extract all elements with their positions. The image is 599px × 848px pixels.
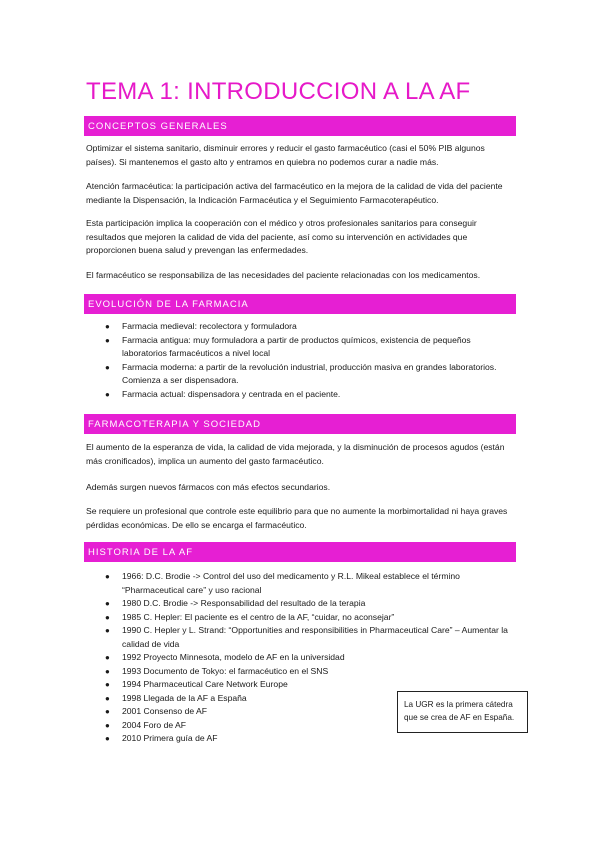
list-item: ● Farmacia moderna: a partir de la revolución industrial, producción masiva en grandes laboratorios. Comienza a ser dispensadora. bbox=[105, 361, 497, 385]
list-item: ● 1994 Pharmaceutical Care Network Europe bbox=[86, 678, 516, 692]
paragraph: El aumento de la esperanza de vida, la calidad de vida mejorada, y la disminución de procesos agudos (están más cronificados), implica un aumento del gasto farmacéutico. bbox=[86, 442, 505, 466]
bullet-icon: ● bbox=[105, 572, 110, 581]
section-heading-historia: HISTORIA DE LA AF bbox=[84, 542, 516, 562]
list-item: ● 1998 Llegada de la AF a España bbox=[86, 692, 516, 706]
bullet-icon: ● bbox=[105, 734, 110, 743]
bullet-icon: ● bbox=[105, 666, 110, 676]
paragraph: El farmacéutico se responsabiliza de las necesidades del paciente relacionadas con los medicamentos. bbox=[86, 270, 481, 280]
list-item: ● 2010 Primera guía de AF bbox=[86, 732, 516, 746]
page-title: TEMA 1: INTRODUCCION A LA AF bbox=[86, 78, 471, 105]
bullet-icon: ● bbox=[105, 680, 110, 689]
note-line: que se crea de AF en España. bbox=[404, 713, 515, 722]
section-heading-evolucion: EVOLUCIÓN DE LA FARMACIA bbox=[84, 294, 516, 314]
list-item: ● 1990 C. Hepler y L. Strand: “Opportunities and responsibilities in Pharmaceutical Care” – Aumentar la calidad de vida bbox=[105, 625, 508, 649]
evolucion-list bbox=[86, 320, 516, 401]
paragraph: Esta participación implica la cooperación con el médico y otros profesionales sanitarios para conseguir resultados que mejoren la calidad de vida del paciente, así como su intervención en actividades que proporcionen buena salud y prevengan las enfermedades. bbox=[86, 218, 477, 255]
paragraph: Además surgen nuevos fármacos con más efectos secundarios. bbox=[86, 482, 331, 492]
section-heading-conceptos: CONCEPTOS GENERALES bbox=[84, 116, 516, 136]
list-item: ● 1966: D.C. Brodie -> Control del uso del medicamento y R.L. Mikeal establece el término “Pharmaceutical care” y uso racional bbox=[105, 571, 460, 595]
bullet-icon: ● bbox=[105, 707, 110, 716]
paragraph: Se requiere un profesional que controle este equilibrio para que no aumente la morbimortalidad ni haya graves pérdidas económicas. De ello se encarga el farmacéutico. bbox=[86, 506, 508, 530]
bullet-icon: ● bbox=[105, 389, 110, 399]
bullet-icon: ● bbox=[105, 322, 110, 331]
bullet-icon: ● bbox=[105, 653, 110, 662]
list-item: ● 1980 D.C. Brodie -> Responsabilidad del resultado de la terapia bbox=[86, 597, 516, 611]
bullet-icon: ● bbox=[105, 720, 110, 730]
bullet-icon: ● bbox=[105, 612, 110, 622]
paragraph: Optimizar el sistema sanitario, disminuir errores y reducir el gasto farmacéutico (casi el 50% PIB algunos países). Si mantenemos el gasto alto y entramos en quiebra no podemos curar a nadie más. bbox=[86, 143, 485, 167]
section-heading-farmacoterapia: FARMACOTERAPIA Y SOCIEDAD bbox=[84, 414, 516, 434]
list-item: ● 2001 Consenso de AF bbox=[86, 705, 516, 719]
bullet-icon: ● bbox=[105, 626, 110, 635]
list-item: ● Farmacia actual: dispensadora y centrada en el paciente. bbox=[86, 388, 516, 402]
note-box bbox=[397, 691, 528, 733]
list-item: ● Farmacia antigua: muy formuladora a partir de productos químicos, existencia de pequeños laboratorios farmacéuticos a nivel local bbox=[105, 334, 471, 358]
note-line: La UGR es la primera cátedra bbox=[404, 700, 513, 709]
bullet-icon: ● bbox=[105, 599, 110, 608]
paragraph: Atención farmacéutica: la participación activa del farmacéutico en la mejora de la calidad de vida del paciente mediante la Dispensación, la Indicación Farmacéutica y el Seguimiento Farmacoterapéutico. bbox=[86, 181, 503, 205]
bullet-icon: ● bbox=[105, 335, 110, 345]
list-item: ● 2004 Foro de AF bbox=[86, 719, 516, 733]
list-item: ● 1985 C. Hepler: El paciente es el centro de la AF, “cuidar, no aconsejar” bbox=[86, 611, 516, 625]
bullet-icon: ● bbox=[105, 693, 110, 703]
list-item: ● Farmacia medieval: recolectora y formuladora bbox=[86, 320, 516, 334]
bullet-icon: ● bbox=[105, 362, 110, 372]
list-item: ● 1992 Proyecto Minnesota, modelo de AF en la universidad bbox=[86, 651, 516, 665]
list-item: ● 1993 Documento de Tokyo: el farmacéutico en el SNS bbox=[86, 665, 516, 679]
